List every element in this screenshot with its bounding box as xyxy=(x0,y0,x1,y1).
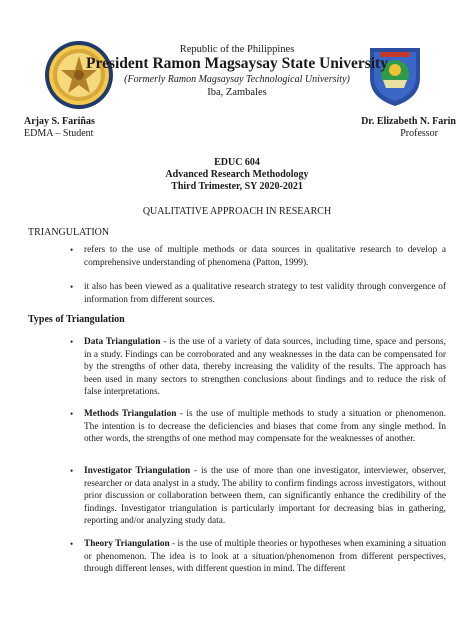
list-item: it also has been viewed as a qualitative research strategy to test validity through convergence of information from different sources. xyxy=(84,282,446,305)
bullet-icon: • xyxy=(70,245,74,255)
term-description: - is the use of multiple theories or hypotheses when examining a situation or phenomenon. The idea is to look at a situation/phenomenon from different perspectives, through different lenses, with different question in mind. The different xyxy=(84,539,446,574)
term-label: Methods Triangulation xyxy=(84,409,177,419)
course-title: Advanced Research Methodology xyxy=(165,169,309,180)
section-heading-triangulation: TRIANGULATION xyxy=(28,227,110,238)
professor-name: Dr. Elizabeth N. Farin xyxy=(361,116,456,127)
term-label: Theory Triangulation xyxy=(84,539,170,549)
bullet-icon: • xyxy=(70,539,74,549)
list-item: refers to the use of multiple methods or data sources in qualitative research to develop a comprehensive understanding of phenomena (Patton, 1999). xyxy=(84,245,446,268)
list-item xyxy=(84,465,446,528)
bullet-icon: • xyxy=(70,466,74,476)
bullet-icon: • xyxy=(70,282,74,292)
author-block xyxy=(24,116,456,140)
student-name: Arjay S. Fariñas xyxy=(24,116,95,127)
list-item xyxy=(84,336,446,399)
term-description: - is the use of more than one investigator, interviewer, observer, researcher or data analyst in a study. The ability to confirm findings across investigators, without prior discussion or collaboration between them, can significantly enhance the credibility of the findings. Investigator triangulation is particularly important for decreasing bias in gathering, reporting and/or analyzing study data. xyxy=(84,466,446,526)
university-name: President Ramon Magsaysay State University xyxy=(86,55,388,72)
term-description: - is the use of multiple methods to study a situation or phenomenon. The intention is to decrease the deficiencies and biases that come from any single method. In other words, the strengths of one method may compensate for the weaknesses of another. xyxy=(84,409,446,444)
university-location: Iba, Zambales xyxy=(207,87,267,98)
list-item xyxy=(84,538,446,576)
term-label: Data Triangulation xyxy=(84,337,161,347)
term-label: Investigator Triangulation xyxy=(84,466,191,476)
term-description: - is the use of a variety of data sources, including time, space and persons, in a study. Findings can be corroborated and any weaknesses in the data can be compensated for by the strengths of other data, thereby increasing the validity of the results. The approach has been used in many sectors to strengthen conclusions about findings and to reduce the risk of false interpretations. xyxy=(84,337,446,397)
document-title: QUALITATIVE APPROACH IN RESEARCH xyxy=(142,206,332,217)
student-role: EDMA – Student xyxy=(24,128,94,139)
course-term: Third Trimester, SY 2020-2021 xyxy=(171,181,303,192)
list-item xyxy=(84,408,446,446)
former-name: (Formerly Ramon Magsaysay Technological University) xyxy=(124,74,350,85)
bullet-icon: • xyxy=(70,337,74,347)
professor-role: Professor xyxy=(400,128,438,139)
republic-line: Republic of the Philippines xyxy=(179,44,295,55)
section-heading-types: Types of Triangulation xyxy=(28,314,125,325)
bullet-icon: • xyxy=(70,409,74,419)
course-code: EDUC 604 xyxy=(214,157,260,168)
